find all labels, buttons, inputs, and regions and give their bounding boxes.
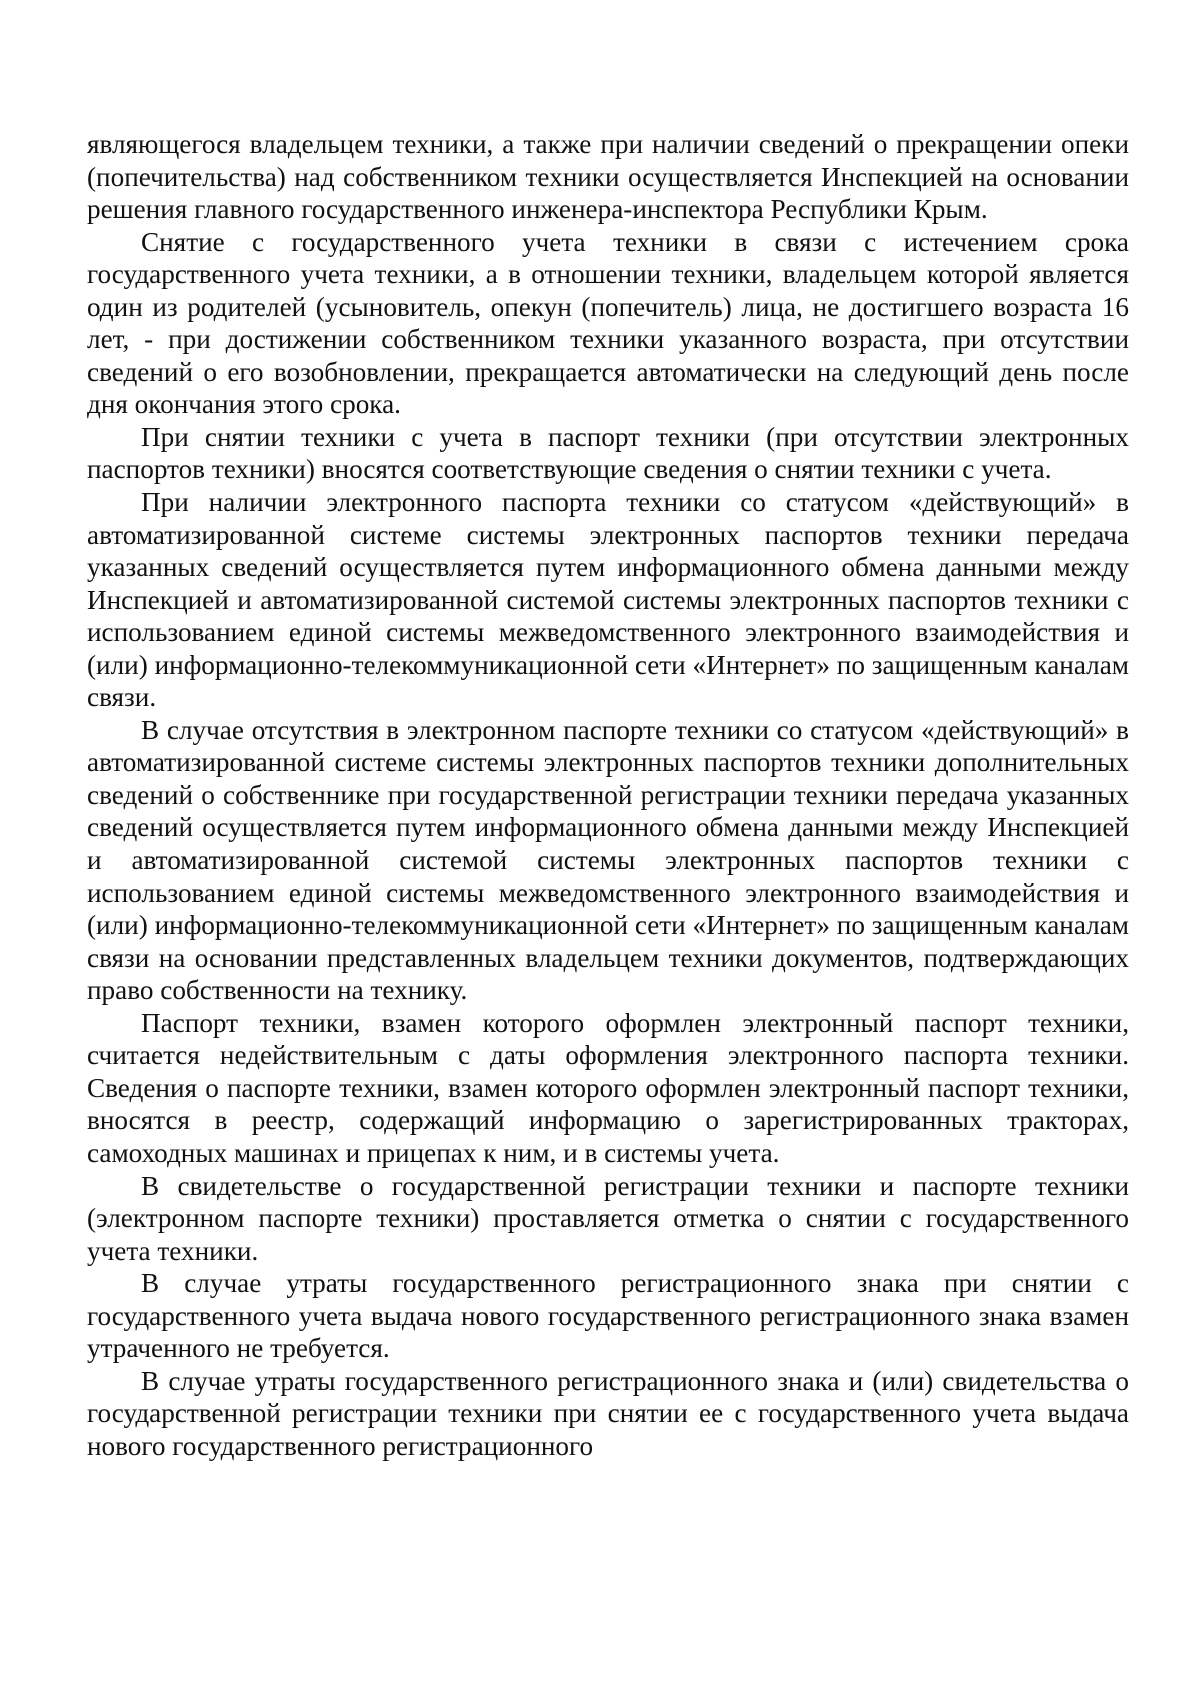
document-body [87, 128, 1129, 1462]
paragraph-deregistration-expiry: Снятие с государственного учета техники в связи с истечением срока государственного учета техники, а в отношении техники, владельцем которой является один из родителей (усыновитель, опекун (попечитель) лица, не достигшего возраста 16 лет, - при достижении собственником техники указанного возраста, при отсутствии сведений о его возобновлении, прекращается автоматически на следующий день после дня окончания этого срока. [87, 226, 1129, 420]
paragraph-passport-entry: При снятии техники с учета в паспорт техники (при отсутствии электронных паспортов техники) вносятся соответствующие сведения о снятии техники с учета. [87, 421, 1129, 485]
paragraph-lost-plate-certificate: В случае утраты государственного регистрационного знака и (или) свидетельства о государственной регистрации техники при снятии ее с государственного учета выдача нового государственного регистрационного [87, 1365, 1129, 1461]
paragraph-certificate-mark: В свидетельстве о государственной регистрации техники и паспорте техники (электронном паспорте техники) проставляется отметка о снятии с государственного учета техники. [87, 1170, 1129, 1266]
paragraph-lost-plate: В случае утраты государственного регистрационного знака при снятии с государственного учета выдача нового государственного регистрационного знака взамен утраченного не требуется. [87, 1268, 1129, 1364]
paragraph-passport-invalid: Паспорт техники, взамен которого оформлен электронный паспорт техники, считается недействительным с даты оформления электронного паспорта техники. Сведения о паспорте техники, взамен которого оформлен электронный паспорт техники, вносятся в реестр, содержащий информацию о зарегистрированных тракторах, самоходных машинах и прицепах к ним, и в системы учета. [87, 1007, 1129, 1168]
paragraph-missing-owner-data: В случае отсутствия в электронном паспорте техники со статусом «действующий» в автоматизированной системе системы электронных паспортов техники дополнительных сведений о собственнике при государственной регистрации техники передача указанных сведений осуществляется путем информационного обмена данными между Инспекцией и автоматизированной системой системы электронных паспортов техники с использованием единой системы межведомственного электронного взаимодействия и (или) информационно-телекоммуникационной сети «Интернет» по защищенным каналам связи на основании представленных владельцем техники документов, подтверждающих право собственности на технику. [87, 714, 1129, 1006]
paragraph-electronic-passport-exchange: При наличии электронного паспорта техники со статусом «действующий» в автоматизированной системе системы электронных паспортов техники передача указанных сведений осуществляется путем информационного обмена данными между Инспекцией и автоматизированной системой системы электронных паспортов техники с использованием единой системы межведомственного электронного взаимодействия и (или) информационно-телекоммуникационной сети «Интернет» по защищенным каналам связи. [87, 487, 1129, 713]
paragraph-continuation: являющегося владельцем техники, а также при наличии сведений о прекращении опеки (попечительства) над собственником техники осуществляется Инспекцией на основании решения главного государственного инженера-инспектора Республики Крым. [87, 129, 1129, 225]
